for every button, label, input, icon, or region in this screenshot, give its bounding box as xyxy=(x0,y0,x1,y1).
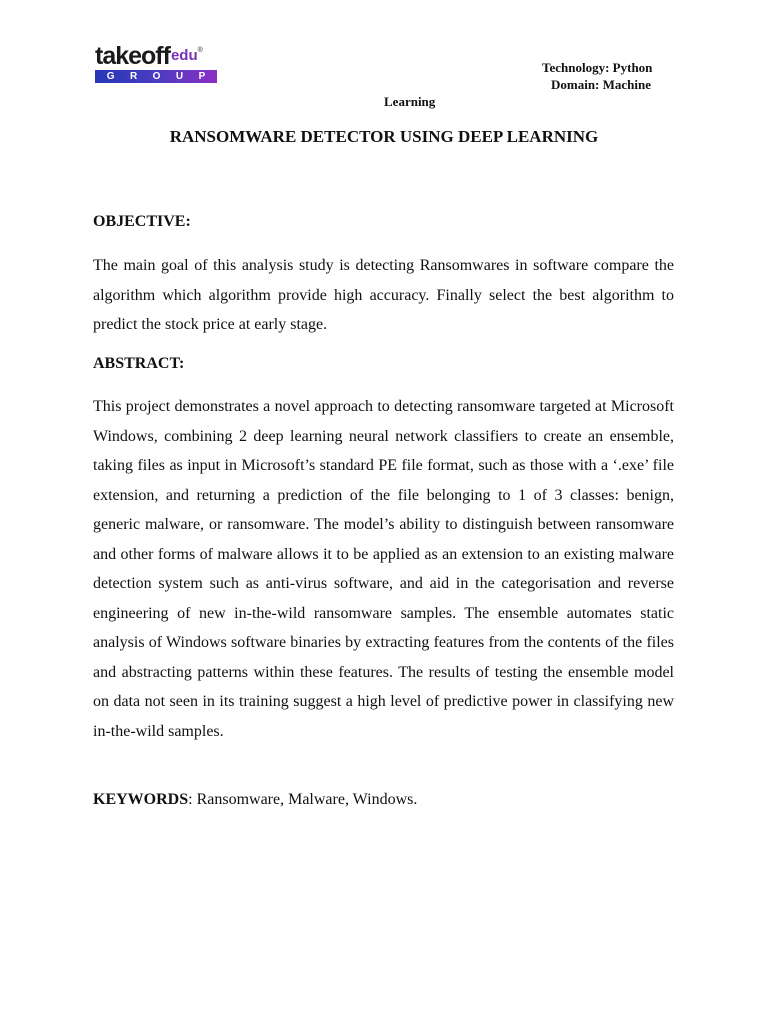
logo-group-letter: U xyxy=(175,71,184,82)
logo-main-text: takeoff xyxy=(95,42,170,70)
document-title: RANSOMWARE DETECTOR USING DEEP LEARNING xyxy=(169,127,599,146)
domain-label: Domain: Machine xyxy=(551,77,652,92)
domain-label-continued: Learning xyxy=(384,94,436,109)
keywords-values: : Ransomware, Malware, Windows. xyxy=(188,791,418,808)
objective-heading: OBJECTIVE: xyxy=(93,213,191,230)
logo-group-letter: P xyxy=(198,71,206,82)
objective-paragraph: The main goal of this analysis study is detecting Ransomwares in software compare the algorithm which algorithm provide high accuracy. Finally select the best algorithm to predict the stock price at early stage. xyxy=(93,257,674,333)
logo-group-bar xyxy=(95,70,217,83)
logo-wordmark xyxy=(95,44,203,69)
abstract-paragraph: This project demonstrates a novel approach to detecting ransomware targeted at Microsoft Windows, combining 2 deep learning neural network classifiers to create an ensemble, taking files as input in Microsoft’s standard PE file format, such as those with a ‘.exe’ file extension, and returning a prediction of the file belonging to 1 of 3 classes: benign, generic malware, or ransomware. The model’s ability to distinguish between ransomware and other forms of malware allows it to be applied as an extension to an existing malware detection system such as anti-virus software, and aid in the categorisation and reverse engineering of new in-the-wild ransomware samples. The ensemble automates static analysis of Windows software binaries by extracting features from the contents of the files and abstracting patterns within these features. The results of testing the ensemble model on data not seen in its training suggest a high level of predictive power in classifying new in-the-wild samples. xyxy=(93,398,674,740)
logo-group-letter: O xyxy=(152,71,161,82)
keywords-label: KEYWORDS xyxy=(93,791,189,808)
logo-group-letter: G xyxy=(106,71,115,82)
registered-mark: ® xyxy=(197,47,203,54)
logo-group-letter: R xyxy=(129,71,138,82)
technology-label: Technology: Python xyxy=(542,60,653,75)
keywords-line xyxy=(93,791,417,809)
logo-edu-text: edu xyxy=(170,47,198,64)
takeoff-edu-logo xyxy=(95,44,220,86)
abstract-heading: ABSTRACT: xyxy=(93,355,185,372)
